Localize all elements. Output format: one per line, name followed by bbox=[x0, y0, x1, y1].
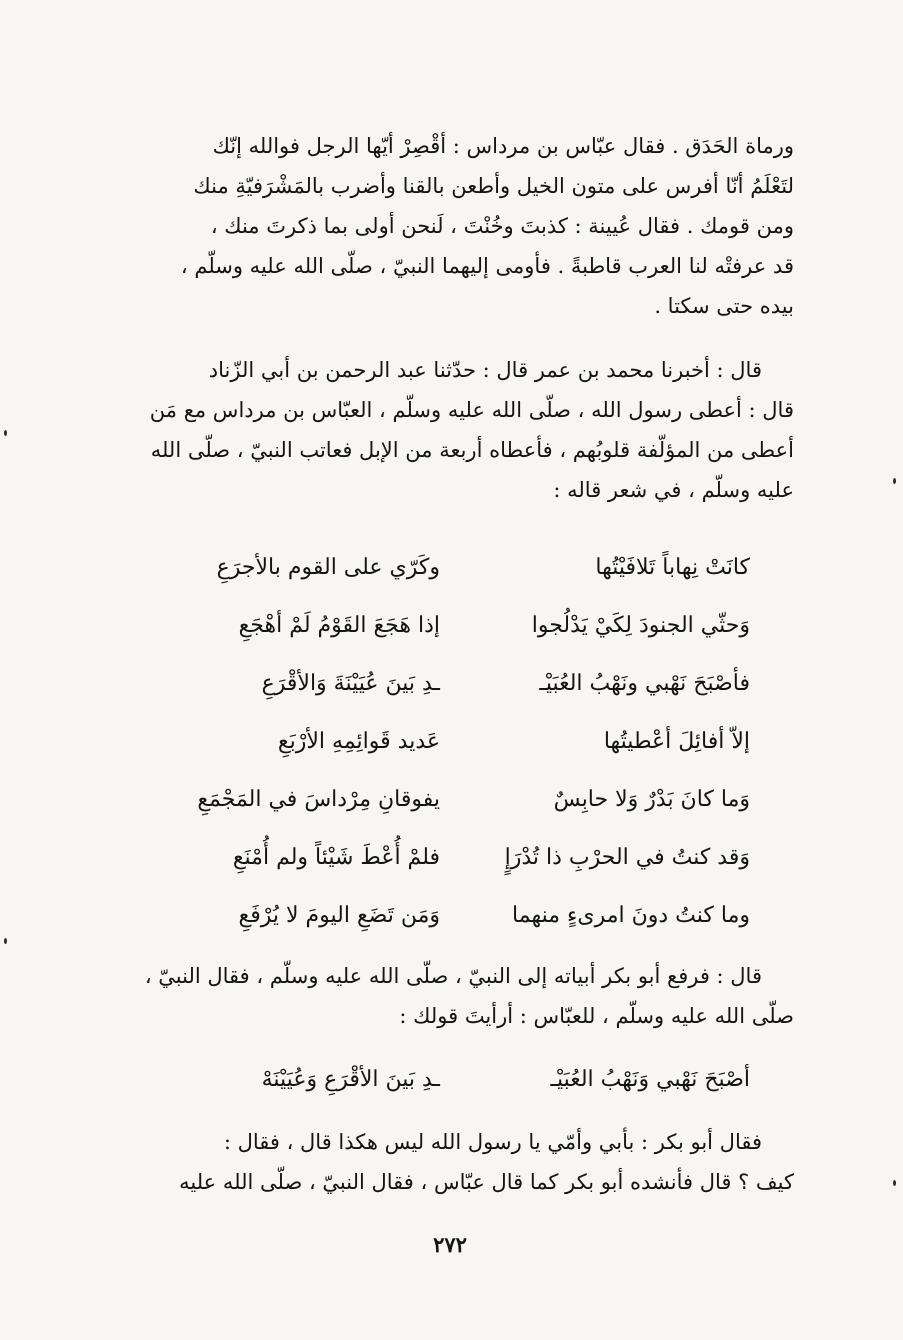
scan-speck bbox=[893, 1180, 896, 1186]
verse-first-hemistich: إلاّ أفائِلَ أعْطيتُها bbox=[603, 729, 750, 754]
text-line: قد عرفتْه لنا العرب قاطبةً . فأومى إليهما النبيّ ، صلّى الله عليه وسلّم ، bbox=[180, 254, 794, 278]
verse bbox=[150, 780, 750, 838]
verse bbox=[150, 664, 750, 722]
verse-first-hemistich: أصْبَحَ نَهْبي وَنَهْبُ العُبَيْـ bbox=[550, 1067, 750, 1092]
scan-speck bbox=[4, 938, 7, 944]
text-line: قال : أخبرنا محمد بن عمر قال : حدّثنا عبد الرحمن بن أبي الزّناد bbox=[208, 358, 762, 382]
verse-first-hemistich: فأصْبَحَ نَهْبي ونَهْبُ العُبَيْـ bbox=[539, 671, 750, 696]
verse-second-hemistich: إذا هَجَعَ القَوْمُ لَمْ أهْجَعِ bbox=[238, 613, 440, 638]
paragraph-2 bbox=[104, 350, 794, 510]
text-line: كيف ؟ قال فأنشده أبو بكر كما قال عبّاس ، فقال النبيّ ، صلّى الله عليه bbox=[179, 1170, 794, 1194]
text-line: ورماة الحَدَق . فقال عبّاس بن مرداس : أقْصِرْ أيّها الرجل فوالله إنّك bbox=[212, 134, 794, 158]
verse-second-hemistich: فلمْ أُعْطَ شَيْئاً ولم أُمْنَعِ bbox=[232, 845, 440, 870]
scan-speck bbox=[4, 430, 7, 436]
text-line: قال : أعطى رسول الله ، صلّى الله عليه وسلّم ، العبّاس بن مرداس مع مَن bbox=[149, 398, 794, 422]
verse-second-hemistich: يفوقانِ مِرْداسَ في المَجْمَعِ bbox=[197, 787, 440, 812]
paragraph-1 bbox=[104, 126, 794, 326]
text-line: بيده حتى سكتا . bbox=[654, 294, 794, 318]
text-line: صلّى الله عليه وسلّم ، للعبّاس : أرأيتَ قولك : bbox=[399, 1004, 794, 1028]
text-line: عليه وسلّم ، في شعر قاله : bbox=[553, 478, 794, 502]
verse-first-hemistich: وَقد كنتُ في الحرْبِ ذا تُدْرَإٍ bbox=[504, 845, 750, 870]
poem bbox=[150, 548, 750, 954]
verse bbox=[150, 722, 750, 780]
verse-second-hemistich: عَديد قَوائِمِهِ الأرْبَعِ bbox=[277, 729, 440, 754]
page-number: ٢٧٢ bbox=[433, 1232, 467, 1257]
verse bbox=[150, 606, 750, 664]
text-line: فقال أبو بكر : بأبي وأمّي يا رسول الله ليس هكذا قال ، فقال : bbox=[223, 1130, 762, 1154]
verse bbox=[150, 838, 750, 896]
verse-second-hemistich: ـدِ بَينَ الأقْرَعِ وَعُيَيْنَهْ bbox=[261, 1067, 440, 1092]
verse-first-hemistich: وَما كانَ بَدْرٌ وَلا حابِسٌ bbox=[553, 787, 750, 812]
quoted-verse bbox=[140, 1060, 750, 1100]
verse-second-hemistich: وكَرّي على القوم بالأجرَعِ bbox=[216, 555, 440, 580]
text-line: أعطى من المؤلّفة قلوبُهم ، فأعطاه أربعة من الإبل فعاتب النبيّ ، صلّى الله bbox=[150, 438, 794, 462]
paragraph-4 bbox=[104, 1122, 794, 1202]
paragraph-3 bbox=[104, 956, 794, 1036]
text-line: ومن قومك . فقال عُيينة : كذبتَ وخُنْتَ ، لَنحن أولى بما ذكرتَ منك ، bbox=[210, 214, 794, 238]
verse bbox=[150, 896, 750, 954]
verse-second-hemistich: وَمَن تَضَعِ اليومَ لا يُرْفَعِ bbox=[238, 903, 440, 928]
verse-first-hemistich: كانَتْ نِهاباً تَلافَيْتُها bbox=[595, 555, 750, 580]
text-line: لتَعْلَمُ أنّا أفرس على متون الخيل وأطعن بالقنا وأضرب بالمَشْرَفيّةِ منك bbox=[193, 174, 794, 198]
verse-second-hemistich: ـدِ بَينَ عُيَيْنَةَ وَالأقْرَعِ bbox=[261, 671, 440, 696]
verse-first-hemistich: وما كنتُ دونَ امرىءٍ منهما bbox=[512, 903, 750, 928]
text-line: قال : فرفع أبو بكر أبياته إلى النبيّ ، صلّى الله عليه وسلّم ، فقال النبيّ ، bbox=[144, 964, 762, 988]
verse bbox=[150, 548, 750, 606]
verse-first-hemistich: وَحثّي الجنودَ لِكَيْ يَدْلُجوا bbox=[531, 613, 750, 638]
scan-speck bbox=[893, 478, 896, 484]
